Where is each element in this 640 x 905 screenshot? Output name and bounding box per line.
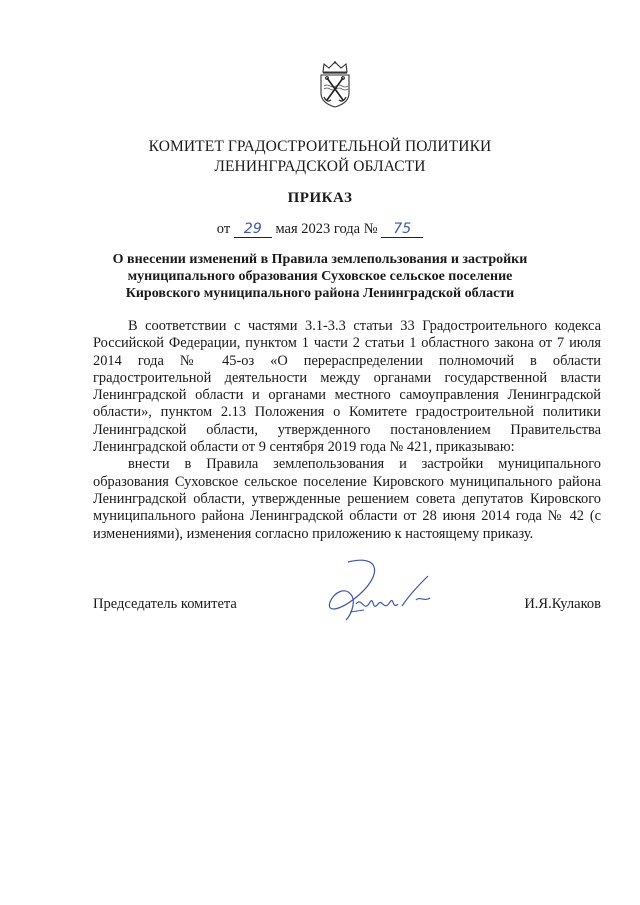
date-prefix: от bbox=[216, 221, 231, 237]
handwritten-day: 29 bbox=[234, 222, 272, 238]
signatory-name: И.Я.Кулаков bbox=[524, 596, 601, 612]
date-month-year: мая 2023 года № bbox=[275, 221, 378, 237]
body-paragraph-order: внести в Правила землепользования и застройки муниципального образования Суховское сельское поселение Кировского муниципального района Ленинградской области, утвержденные решением совета депутатов Кировского муниципального района Ленинградской области от 28 июня 2014 года № 42 (с изменениями), изменения согласно приложению к настоящему приказу. bbox=[93, 456, 601, 542]
subject-line2: муниципального образования Суховское сельское поселение bbox=[127, 269, 513, 284]
handwritten-signature bbox=[320, 556, 440, 626]
org-name-line2: ЛЕНИНГРАДСКОЙ ОБЛАСТИ bbox=[214, 158, 426, 175]
handwritten-order-number: 75 bbox=[381, 222, 423, 238]
issuing-organization bbox=[0, 137, 640, 177]
leningrad-oblast-coat-of-arms-icon bbox=[318, 60, 352, 108]
order-date-line bbox=[0, 221, 640, 238]
order-body bbox=[93, 318, 601, 543]
signatory-position: Председатель комитета bbox=[93, 596, 237, 612]
org-name-line1: КОМИТЕТ ГРАДОСТРОИТЕЛЬНОЙ ПОЛИТИКИ bbox=[148, 138, 492, 155]
body-paragraph-legal-basis: В соответствии с частями 3.1-3.3 статьи 33 Градостроительного кодекса Российской Федерации, пунктом 1 части 2 статьи 1 областного закона от 7 июля 2014 года № 45-оз «О перераспределении полномочий в области градостроительной деятельности между органами государственной власти Ленинградской области и органами местного самоуправления Ленинградской области», пунктом 2.13 Положения о Комитете градостроительной политики Ленинградской области, утвержденного постановлением Правительства Ленинградской области от 9 сентября 2019 года № 421, приказываю: bbox=[93, 318, 601, 456]
subject-line1: О внесении изменений в Правила землепользования и застройки bbox=[112, 252, 528, 267]
document-type-title: ПРИКАЗ bbox=[287, 190, 353, 206]
order-subject bbox=[0, 251, 640, 302]
subject-line3: Кировского муниципального района Ленинградской области bbox=[125, 286, 515, 301]
